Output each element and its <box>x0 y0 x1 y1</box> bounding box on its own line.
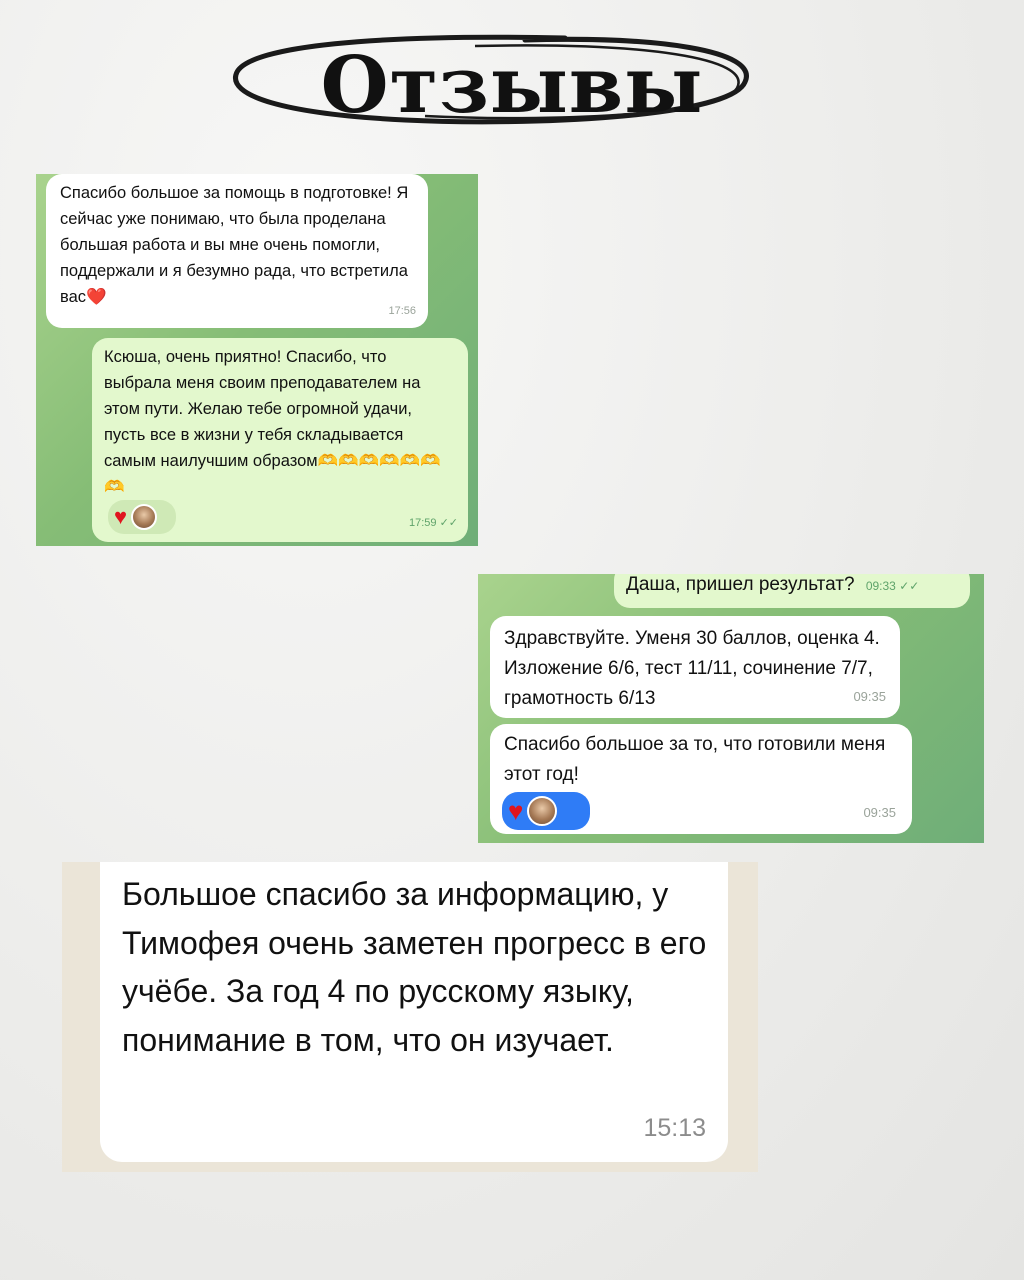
chat-screenshot-1 <box>36 174 478 546</box>
message-text: Здравствуйте. Уменя 30 баллов, оценка 4. Изложение 6/6, тест 11/11, сочинение 7/7, грамотность 6/13 <box>504 628 880 709</box>
chat-screenshot-3 <box>62 862 758 1172</box>
message-time: 15:13 <box>643 1113 706 1142</box>
message-time: 09:35 <box>863 805 896 820</box>
message-text: Спасибо большое за то, что готовили меня этот год! <box>504 734 886 785</box>
chat-screenshot-2 <box>478 574 984 843</box>
message-time: 17:59 ✓✓ <box>408 517 458 529</box>
reaction-badge[interactable] <box>502 792 590 830</box>
double-check-icon: ✓✓ <box>899 579 920 593</box>
heart-icon: ♥ <box>114 504 128 529</box>
message-incoming <box>46 174 428 328</box>
message-text: Даша, пришел результат? <box>626 574 855 595</box>
message-time: 09:35 <box>853 689 886 704</box>
avatar <box>131 504 157 530</box>
message-text: Большое спасибо за информацию, у Тимофея очень заметен прогресс в его учёбе. За год 4 по русскому языку, понимание в том, что он изучает. <box>122 876 707 1058</box>
message-outgoing <box>614 574 970 608</box>
heart-icon: ♥ <box>508 796 524 826</box>
message-text: Спасибо большое за помощь в подготовке! Я сейчас уже понимаю, что была проделана большая работа и вы мне очень помогли, поддержали и я безумно рада, что встретила вас❤️ <box>60 184 409 306</box>
message-time: 17:56 <box>388 305 416 317</box>
message-time: 09:33 ✓✓ <box>865 579 920 593</box>
avatar <box>527 796 557 826</box>
message-text: Ксюша, очень приятно! Спасибо, что выбрала меня своим преподавателем на этом пути. Желаю тебе огромной удачи, пусть все в жизни у тебя складывается самым наилучшим образом🫶🫶🫶🫶🫶🫶🫶 <box>104 348 441 496</box>
message-incoming <box>100 862 728 1162</box>
reaction-badge[interactable] <box>108 500 176 534</box>
message-outgoing <box>92 338 468 542</box>
message-incoming <box>490 616 900 718</box>
message-incoming <box>490 724 912 834</box>
page-title: Отзывы <box>320 40 704 131</box>
double-check-icon: ✓✓ <box>439 517 458 529</box>
